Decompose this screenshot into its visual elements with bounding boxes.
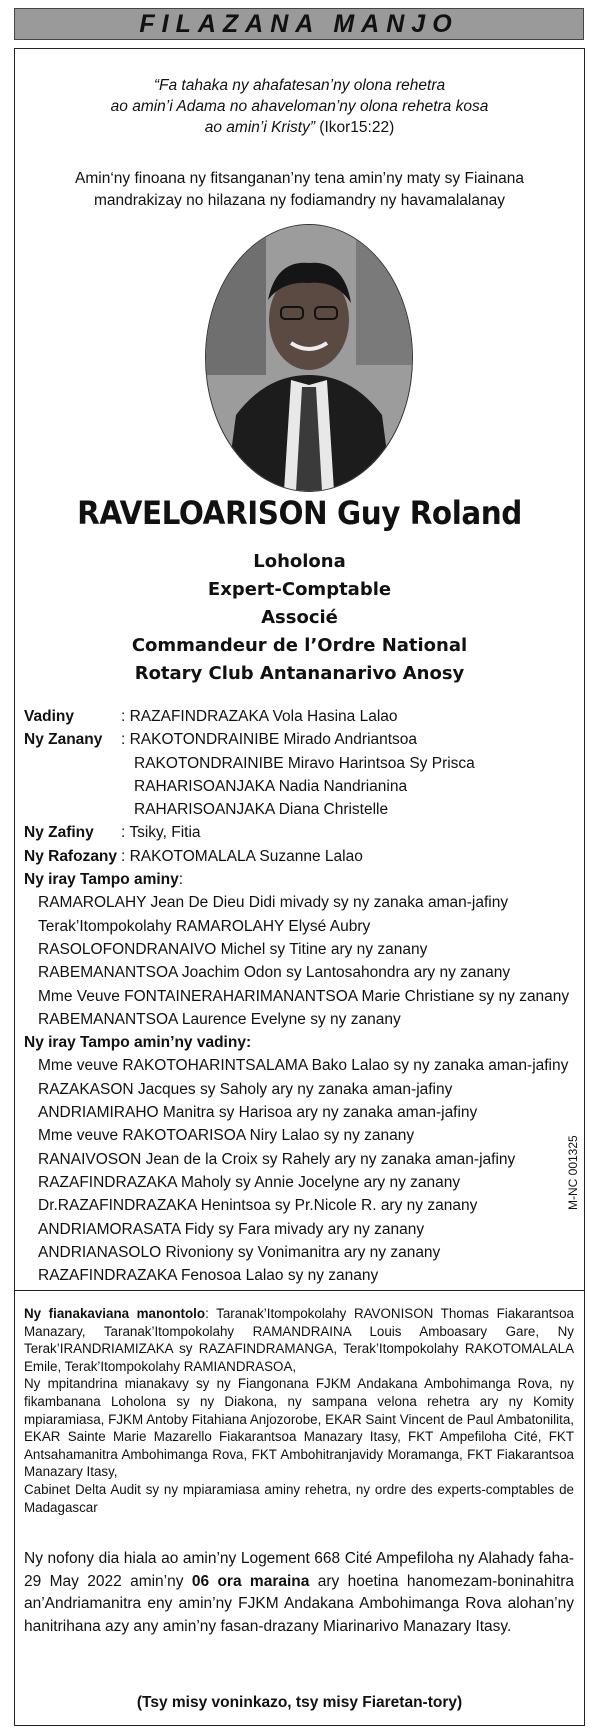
sibling-entry: Mme Veuve FONTAINERAHARIMANANTSOA Marie Christiane sy ny zanany [38, 987, 570, 1005]
spouse-sibling-entry: ANDRIANASOLO Rivoniony sy Vonimanitra ary ny zanany [38, 1243, 441, 1261]
child-name: RAHARISOANJAKA Diana Christelle [134, 801, 389, 819]
intro-line: mandrakizay no hilazana ny fodiamandry ny havamalalanay [94, 192, 505, 209]
spouse-sibling-entry: RAZAFINDRAZAKA Fenosoa Lalao sy ny zanany [38, 1267, 379, 1285]
deceased-name: RAVELOARISON Guy Roland [77, 494, 522, 532]
spouse-sibling-entry: RANAIVOSON Jean de la Croix sy Rahely ary ny zanaka aman-jafiny [38, 1150, 516, 1168]
title-line: Expert-Comptable [207, 579, 392, 600]
funeral-time: 06 ora maraina [191, 1572, 310, 1590]
acknowledgement-paragraph: Ny mpitandrina mianakavy sy ny Fiangonana FJKM Andakana Ambohimanga Rova, ny fikambanana Loholona sy ny Diakona, ny sampana velona rehetra ary ny Komity mpiaramiasa, FJKM Antoby Fitahiana Anjozorobe, EKAR Saint Vincent de Paul Ambatonilita, EKAR Sainte Marie Mazarello Fiakarantsoa Manazary Itasy, FKT Ampefiloha Cité, FKT Antsahamanitra Ambohimanga Rova, FKT Ambohitranjavidy Moramanga, FKT Fiakarantsoa Manazary Itasy, [24, 1376, 574, 1480]
deceased-titles [14, 548, 585, 688]
sibling-entry: RAMAROLAHY Jean De Dieu Didi mivady sy ny zanaka aman-jafiny [38, 894, 509, 912]
quote-line: ao amin’i Adama no ahaveloman’ny olona rehetra kosa [110, 98, 489, 115]
acknowledgement-paragraph: Ny fianakaviana manontolo: Taranak’Itompokolahy RAVONISON Thomas Fiakarantsoa Manazary, Taranak’Itompokolahy RAMANDRAINA Louis Amboasary Gare, Ny Terak’IRANDRIAMIZAKA sy RAZAFINDRAMANGA, Terak’Itompokolahy RAKOTOMALALA Emile, Terak’Itompokolahy RAMIANDRASOA, [24, 1306, 574, 1374]
grandchildren-row: Ny Zafiny : Tsiky, Fitia [24, 824, 201, 842]
notice-code: M-NC 001325 [566, 1135, 580, 1210]
sibling-entry: Terak’Itompokolahy RAMAROLAHY Elysé Aubry [38, 917, 371, 935]
portrait-figure [206, 225, 412, 491]
spouse-sibling-entry: Mme veuve RAKOTOARISOA Niry Lalao sy ny zanany [38, 1127, 415, 1145]
section-divider [14, 1290, 585, 1291]
funeral-details: Ny nofony dia hiala ao amin’ny Logement 668 Cité Ampefiloha ny Alahady faha-29 May 2022 amin’ny 06 ora maraina ary hoetina hanomezam-boninahitra an’Andriamanitra eny amin’ny FJKM Andakana Ambohimanga Rova alohan’ny hanitrihana azy any amin’ny fasan-drazany Miarinarivo Manazary Itasy. [24, 1550, 574, 1635]
child-name: RAHARISOANJAKA Nadia Nandrianina [134, 777, 408, 795]
title-line: Rotary Club Antananarivo Anosy [134, 663, 465, 684]
spouse-siblings-heading: Ny iray Tampo amin’ny vadiny: [24, 1034, 252, 1052]
sibling-entry: RABEMANANTSOA Laurence Evelyne sy ny zanany [38, 1010, 401, 1028]
spouse-sibling-entry: RAZAFINDRAZAKA Maholy sy Annie Jocelyne ary ny zanany [38, 1173, 461, 1191]
portrait-photo [205, 224, 413, 492]
title-line: Loholona [253, 551, 346, 572]
sibling-entry: RASOLOFONDRANAIVO Michel sy Titine ary ny zanany [38, 940, 428, 958]
acknowledgement-paragraph: Cabinet Delta Audit sy ny mpiaramiasa aminy rehetra, ny ordre des experts-comptables de Madagascar [24, 1481, 574, 1515]
notice-banner [14, 8, 584, 40]
in-laws-row: Ny Rafozany : RAKOTOMALALA Suzanne Lalao [24, 847, 363, 865]
spouse-sibling-entry: ANDRIAMIRAHO Manitra sy Harisoa ary ny zanaka aman-jafiny [38, 1104, 478, 1122]
spouse-sibling-entry: Dr.RAZAFINDRAZAKA Henintsoa sy Pr.Nicole R. ary ny zanany [38, 1197, 478, 1215]
quote-reference: (Ikor15:22) [319, 119, 395, 136]
siblings-heading: Ny iray Tampo aminy: [24, 871, 184, 889]
title-line: Commandeur de l’Ordre National [131, 635, 468, 656]
quote-line: “Fa tahaka ny ahafatesan’ny olona rehetra [153, 77, 446, 94]
intro-text [14, 168, 585, 212]
title-line: Associé [261, 607, 338, 628]
spouse-row: Vadiny : RAZAFINDRAZAKA Vola Hasina Lalao [24, 708, 398, 725]
closing-note: (Tsy misy voninkazo, tsy misy Fiaretan-tory) [136, 1694, 463, 1711]
spouse-sibling-entry: RAZAKASON Jacques sy Saholy ary ny zanaka aman-jafiny [38, 1080, 453, 1098]
family-list [24, 705, 584, 1287]
children-row: Ny Zanany : RAKOTONDRAINIBE Mirado Andriantsoa [24, 731, 418, 749]
intro-line: Amin‘ny finoana ny fitsanganan’ny tena amin’ny maty sy Fiainana [75, 170, 524, 187]
acknowledgements [24, 1305, 574, 1516]
spouse-sibling-entry: ANDRIAMORASATA Fidy sy Fara mivady ary ny zanany [38, 1220, 425, 1238]
quote-line: ao amin’i Kristy” (Ikor15:22) [204, 119, 395, 136]
banner-title: FILAZANA MANJO [139, 9, 459, 38]
child-name: RAKOTONDRAINIBE Miravo Harintsoa Sy Prisca [134, 754, 475, 772]
bible-quote [14, 75, 585, 138]
sibling-entry: RABEMANANTSOA Joachim Odon sy Lantosahondra ary ny zanany [38, 964, 511, 982]
spouse-sibling-entry: Mme veuve RAKOTOHARINTSALAMA Bako Lalao sy ny zanaka aman-jafiny [38, 1057, 569, 1075]
